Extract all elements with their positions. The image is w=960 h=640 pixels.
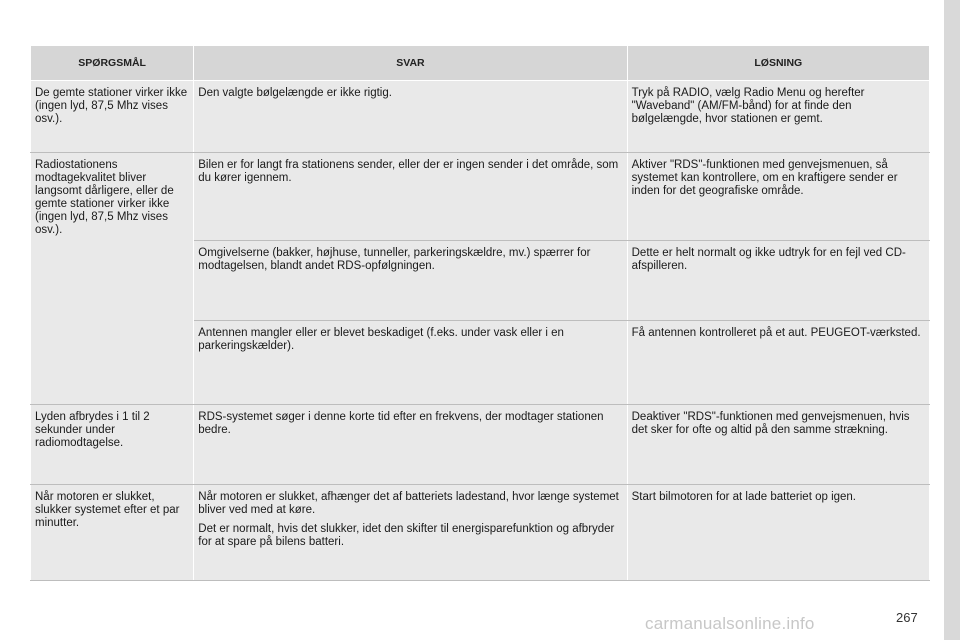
question-cell: Når motoren er slukket, slukker systemet efter et par minutter.: [31, 485, 194, 581]
solution-cell: Dette er helt normalt og ikke udtryk for en fejl ved CD-afspilleren.: [627, 241, 929, 321]
page-edge-strip: [944, 0, 960, 640]
answer-text: Antennen mangler eller er blevet beskadiget (f.eks. under vask eller i en parkeringskælder).: [198, 327, 564, 352]
answer-cell: [194, 321, 627, 405]
solution-cell: Få antennen kontrolleret på et aut. PEUGEOT-værksted.: [627, 321, 929, 405]
answer-text: RDS-systemet søger i denne korte tid efter en frekvens, der modtager stationen bedre.: [198, 411, 604, 436]
question-cell: Radiostationens modtagekvalitet bliver langsomt dårligere, eller de gemte stationer virker ikke (ingen lyd, 87,5 Mhz vises osv.).: [31, 153, 194, 405]
answer-text: Det er normalt, hvis det slukker, idet den skifter til energisparefunktion og afbryder for at spare på bilens batteri.: [198, 523, 615, 548]
page-footer: [0, 603, 960, 640]
page-number: 267: [896, 610, 918, 625]
answer-cell: [194, 485, 627, 581]
header-question: SPØRGSMÅL: [31, 46, 194, 81]
header-answer: SVAR: [194, 46, 627, 81]
question-cell: De gemte stationer virker ikke (ingen lyd, 87,5 Mhz vises osv.).: [31, 81, 194, 153]
question-cell: Lyden afbrydes i 1 til 2 sekunder under radiomodtagelse.: [31, 405, 194, 485]
answer-cell: [194, 153, 627, 241]
answer-cell: [194, 81, 627, 153]
table-row: [31, 405, 930, 485]
answer-text: Omgivelserne (bakker, højhuse, tunneller, parkeringskældre, mv.) spærrer for modtagelsen, blandt andet RDS-opfølgningen.: [198, 247, 591, 272]
solution-cell: Tryk på RADIO, vælg Radio Menu og herefter "Waveband" (AM/FM-bånd) for at finde den bølgelængde, hvor stationen er gemt.: [627, 81, 929, 153]
watermark-text: carmanualsonline.info: [645, 614, 815, 633]
table-header-row: [31, 46, 930, 81]
answer-text: Den valgte bølgelængde er ikke rigtig.: [198, 87, 392, 99]
table-row: [31, 81, 930, 153]
solution-cell: Aktiver "RDS"-funktionen med genvejsmenuen, så systemet kan kontrollere, om en kraftigere sender er inden for det geografiske område.: [627, 153, 929, 241]
answer-text: Når motoren er slukket, afhænger det af batteriets ladestand, hvor længe systemet bliver ved med at køre.: [198, 491, 619, 516]
solution-cell: Deaktiver "RDS"-funktionen med genvejsmenuen, hvis det sker for ofte og altid på den samme strækning.: [627, 405, 929, 485]
solution-cell: Start bilmotoren for at lade batteriet op igen.: [627, 485, 929, 581]
header-solution: LØSNING: [627, 46, 929, 81]
answer-cell: [194, 241, 627, 321]
table-row: [31, 485, 930, 581]
troubleshooting-table: [30, 45, 930, 581]
answer-cell: [194, 405, 627, 485]
answer-text: Bilen er for langt fra stationens sender, eller der er ingen sender i det område, som du kører igennem.: [198, 159, 619, 184]
table-row: [31, 153, 930, 241]
